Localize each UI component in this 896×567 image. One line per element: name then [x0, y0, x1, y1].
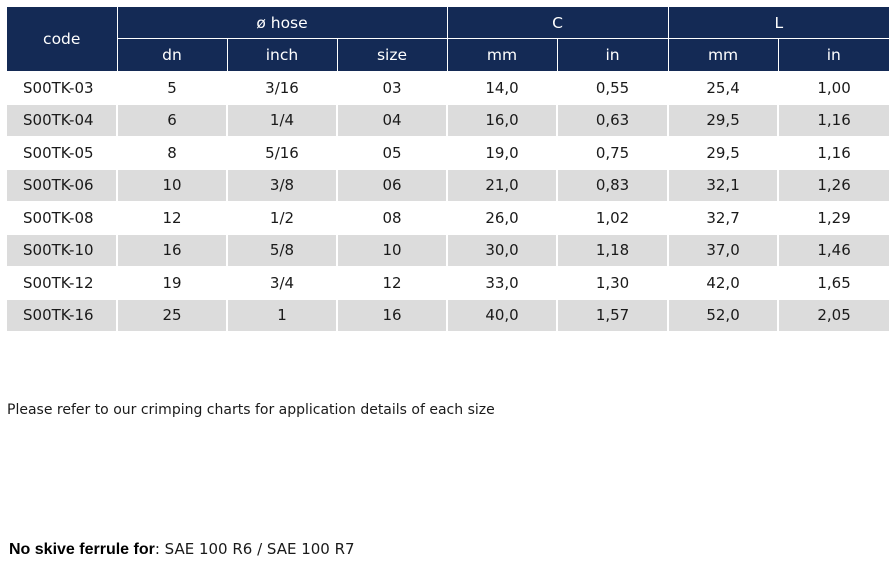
cell-dn: 5 [117, 72, 227, 105]
cell-c-mm: 33,0 [447, 267, 557, 300]
table-row [7, 169, 889, 202]
cell-c-mm: 30,0 [447, 234, 557, 267]
cell-code: S00TK-03 [7, 72, 117, 105]
table-row [7, 299, 889, 331]
cell-inch: 1 [227, 299, 337, 331]
cell-size: 06 [337, 169, 447, 202]
cell-code: S00TK-04 [7, 104, 117, 137]
cell-l-in: 1,00 [778, 72, 889, 105]
cell-l-in: 2,05 [778, 299, 889, 331]
table-row [7, 202, 889, 235]
table-row [7, 234, 889, 267]
header-l-group: L [668, 7, 889, 39]
cell-dn: 6 [117, 104, 227, 137]
header-hose-inch: inch [227, 39, 337, 72]
cell-c-in: 0,75 [557, 137, 668, 170]
footer-standards: : SAE 100 R6 / SAE 100 R7 [154, 540, 355, 558]
table-body [7, 72, 889, 332]
cell-inch: 5/16 [227, 137, 337, 170]
table-row [7, 72, 889, 105]
cell-size: 03 [337, 72, 447, 105]
cell-l-mm: 42,0 [668, 267, 778, 300]
application-note: Please refer to our crimping charts for application details of each size [7, 402, 495, 418]
table-row [7, 137, 889, 170]
header-row-units [7, 39, 889, 72]
footer-bold-label: No skive ferrule for [9, 541, 155, 558]
cell-c-in: 1,57 [557, 299, 668, 331]
cell-c-mm: 26,0 [447, 202, 557, 235]
cell-inch: 1/4 [227, 104, 337, 137]
specification-table [7, 7, 889, 331]
cell-size: 10 [337, 234, 447, 267]
cell-code: S00TK-06 [7, 169, 117, 202]
cell-l-mm: 52,0 [668, 299, 778, 331]
cell-dn: 19 [117, 267, 227, 300]
cell-code: S00TK-12 [7, 267, 117, 300]
header-hose-size: size [337, 39, 447, 72]
cell-c-mm: 40,0 [447, 299, 557, 331]
cell-code: S00TK-08 [7, 202, 117, 235]
header-hose-dn: dn [117, 39, 227, 72]
cell-inch: 5/8 [227, 234, 337, 267]
cell-dn: 10 [117, 169, 227, 202]
cell-c-mm: 19,0 [447, 137, 557, 170]
cell-size: 16 [337, 299, 447, 331]
cell-dn: 12 [117, 202, 227, 235]
cell-c-in: 1,30 [557, 267, 668, 300]
cell-c-in: 0,55 [557, 72, 668, 105]
cell-inch: 3/4 [227, 267, 337, 300]
header-c-in: in [557, 39, 668, 72]
cell-l-in: 1,16 [778, 104, 889, 137]
cell-code: S00TK-10 [7, 234, 117, 267]
cell-size: 08 [337, 202, 447, 235]
cell-dn: 8 [117, 137, 227, 170]
cell-l-mm: 37,0 [668, 234, 778, 267]
cell-inch: 3/8 [227, 169, 337, 202]
header-c-group: C [447, 7, 668, 39]
cell-c-mm: 21,0 [447, 169, 557, 202]
cell-c-in: 0,83 [557, 169, 668, 202]
header-c-mm: mm [447, 39, 557, 72]
table-row [7, 267, 889, 300]
cell-size: 05 [337, 137, 447, 170]
cell-l-mm: 25,4 [668, 72, 778, 105]
footer-note [9, 540, 355, 559]
header-hose-group: ø hose [117, 7, 447, 39]
cell-inch: 3/16 [227, 72, 337, 105]
cell-c-mm: 14,0 [447, 72, 557, 105]
header-row-groups [7, 7, 889, 39]
cell-l-mm: 32,7 [668, 202, 778, 235]
cell-c-mm: 16,0 [447, 104, 557, 137]
cell-l-in: 1,65 [778, 267, 889, 300]
cell-dn: 16 [117, 234, 227, 267]
cell-c-in: 0,63 [557, 104, 668, 137]
cell-inch: 1/2 [227, 202, 337, 235]
cell-l-in: 1,26 [778, 169, 889, 202]
cell-dn: 25 [117, 299, 227, 331]
cell-size: 04 [337, 104, 447, 137]
cell-code: S00TK-16 [7, 299, 117, 331]
header-code: code [7, 7, 117, 72]
header-l-in: in [778, 39, 889, 72]
table-header [7, 7, 889, 72]
cell-l-in: 1,16 [778, 137, 889, 170]
cell-size: 12 [337, 267, 447, 300]
table-row [7, 104, 889, 137]
cell-l-in: 1,46 [778, 234, 889, 267]
header-l-mm: mm [668, 39, 778, 72]
cell-c-in: 1,18 [557, 234, 668, 267]
cell-l-in: 1,29 [778, 202, 889, 235]
cell-l-mm: 29,5 [668, 104, 778, 137]
cell-l-mm: 29,5 [668, 137, 778, 170]
cell-l-mm: 32,1 [668, 169, 778, 202]
cell-code: S00TK-05 [7, 137, 117, 170]
cell-c-in: 1,02 [557, 202, 668, 235]
